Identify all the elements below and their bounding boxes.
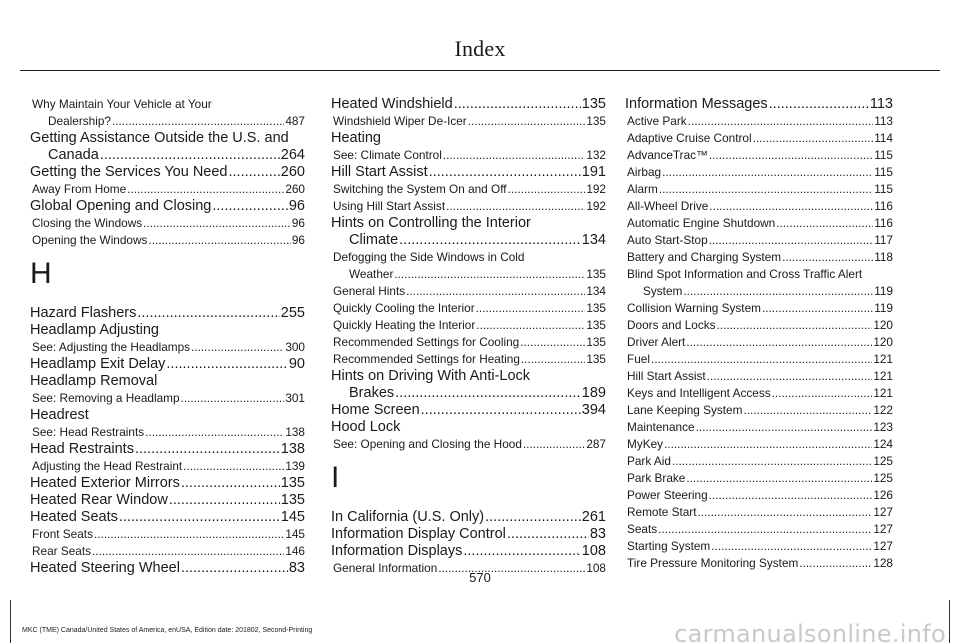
entry-title: See: Climate Control (333, 148, 442, 162)
index-entry-multiline[interactable] (30, 130, 305, 164)
edition-footer: MKC (TME) Canada/United States of America, enUSA, Edition date: 201802, Second-Printing (22, 627, 313, 634)
dot-leader (476, 317, 585, 334)
index-entry[interactable] (30, 113, 305, 130)
entry-title: In California (U.S. Only) (331, 509, 485, 525)
entry-page-number: 127 (873, 505, 893, 519)
entry-title: Away From Home (32, 182, 127, 196)
index-entry[interactable] (30, 232, 305, 249)
index-entry[interactable] (625, 436, 893, 453)
entry-page-number: 135 (280, 492, 305, 508)
entry-page-number: 132 (586, 148, 606, 162)
entry-page-number: 116 (874, 216, 893, 230)
index-entry[interactable] (331, 334, 606, 351)
dot-leader (717, 317, 873, 334)
index-entry[interactable] (625, 334, 893, 351)
entry-title: Active Park (627, 114, 687, 128)
dot-leader (709, 147, 873, 164)
index-entry[interactable] (625, 368, 893, 385)
dot-leader (709, 198, 873, 215)
index-entry[interactable] (331, 300, 606, 317)
entry-page-number: 135 (280, 475, 305, 491)
entry-title-line: Defogging the Side Windows in Cold (333, 250, 525, 264)
entry-title: General Hints (333, 284, 406, 298)
entry-page-number: 264 (280, 147, 305, 163)
entry-page-number: 90 (288, 356, 305, 372)
dot-leader (762, 300, 873, 317)
index-entry[interactable] (625, 164, 893, 181)
entry-title: Using Hill Start Assist (333, 199, 446, 213)
entry-page-number: 123 (873, 420, 893, 434)
entry-page-number: 135 (586, 267, 606, 281)
entry-title: Front Seats (32, 527, 93, 541)
entry-title: Park Aid (627, 454, 671, 468)
entry-page-number: 117 (874, 233, 893, 247)
entry-page-number: 394 (581, 402, 606, 418)
entry-title: Park Brake (627, 471, 686, 485)
entry-title: Information Displays (331, 543, 463, 559)
entry-title: Collision Warning System (627, 301, 761, 315)
entry-title: AdvanceTrac™ (627, 148, 708, 162)
entry-title: Alarm (627, 182, 658, 196)
entry-page-number: 125 (873, 471, 893, 485)
entry-title: Driver Alert (627, 335, 686, 349)
index-entry[interactable] (331, 351, 606, 368)
dot-leader (229, 164, 280, 181)
page-number: 570 (469, 570, 491, 585)
entry-page-number: 135 (586, 114, 606, 128)
index-entry[interactable] (30, 526, 305, 543)
index-entry[interactable] (625, 453, 893, 470)
entry-title: Hill Start Assist (331, 164, 428, 180)
entry-title: Airbag (627, 165, 662, 179)
index-entry[interactable] (625, 96, 893, 113)
entry-title: See: Adjusting the Headlamps (32, 340, 191, 354)
entry-page-number: 124 (873, 437, 893, 451)
index-entry[interactable] (30, 147, 305, 164)
entry-title: Closing the Windows (32, 216, 143, 230)
index-entry[interactable] (331, 232, 606, 249)
index-entry[interactable] (30, 198, 305, 215)
entry-title: Auto Start-Stop (627, 233, 708, 247)
entry-title-line: Hints on Driving With Anti-Lock (331, 368, 531, 384)
entry-title: Dealership? (48, 114, 111, 128)
entry-title: Recommended Settings for Cooling (333, 335, 520, 349)
entry-title: Starting System (627, 539, 711, 553)
entry-page-number: 260 (280, 164, 305, 180)
index-entry[interactable] (625, 181, 893, 198)
index-entry[interactable] (625, 470, 893, 487)
index-entry[interactable] (331, 266, 606, 283)
entry-title: Rear Seats (32, 544, 92, 558)
entry-page-number: 135 (586, 318, 606, 332)
dot-leader (399, 232, 581, 249)
dot-leader (476, 300, 586, 317)
entry-title: Opening the Windows (32, 233, 148, 247)
dot-leader (664, 436, 872, 453)
dot-leader (137, 305, 279, 322)
dot-leader (143, 215, 291, 232)
entry-title: Doors and Locks (627, 318, 716, 332)
dot-leader (191, 339, 284, 356)
entry-page-number: 138 (285, 425, 305, 439)
entry-title: Hill Start Assist (627, 369, 706, 383)
entry-title: Heated Exterior Mirrors (30, 475, 180, 491)
index-entry[interactable] (30, 181, 305, 198)
entry-page-number: 300 (285, 340, 305, 354)
entry-page-number: 114 (874, 131, 893, 145)
dot-leader (686, 334, 872, 351)
index-entry[interactable] (331, 402, 606, 419)
entry-page-number: 127 (873, 522, 893, 536)
dot-leader (688, 113, 874, 130)
dot-leader (181, 475, 280, 492)
index-section-letter: H (30, 257, 52, 290)
index-entry[interactable] (625, 300, 893, 317)
index-entry[interactable] (625, 130, 893, 147)
entry-title: All-Wheel Drive (627, 199, 709, 213)
index-section-letter: I (331, 461, 340, 494)
index-entry[interactable] (30, 215, 305, 232)
index-entry[interactable] (30, 441, 305, 458)
entry-title: Climate (349, 232, 399, 248)
index-entry[interactable] (30, 543, 305, 560)
entry-page-number: 192 (586, 199, 606, 213)
entry-title: Maintenance (627, 420, 695, 434)
entry-page-number: 116 (874, 199, 893, 213)
entry-page-number: 135 (586, 335, 606, 349)
entry-page-number: 189 (581, 385, 606, 401)
entry-title: Information Display Control (331, 526, 506, 542)
index-entry[interactable] (625, 419, 893, 436)
entry-page-number: 96 (291, 233, 305, 247)
dot-leader (148, 232, 290, 249)
entry-title: Windshield Wiper De-Icer (333, 114, 467, 128)
index-entry-multiline[interactable] (331, 368, 606, 402)
entry-page-number: 121 (873, 369, 893, 383)
entry-title: Fuel (627, 352, 650, 366)
entry-title: Keys and Intelligent Access (627, 386, 771, 400)
entry-page-number: 145 (285, 527, 305, 541)
entry-page-number: 119 (874, 284, 893, 298)
index-entry[interactable] (331, 317, 606, 334)
entry-page-number: 83 (288, 560, 305, 576)
entry-title: Quickly Heating the Interior (333, 318, 476, 332)
index-entry[interactable] (625, 198, 893, 215)
dot-leader (485, 509, 581, 526)
index-column-3 (625, 96, 893, 572)
index-entry[interactable] (625, 283, 893, 300)
index-entry[interactable] (625, 402, 893, 419)
dot-leader (395, 385, 581, 402)
dot-leader (709, 487, 873, 504)
entry-title: Battery and Charging System (627, 250, 782, 264)
entry-title: Seats (627, 522, 658, 536)
dot-leader (446, 198, 585, 215)
dot-leader (112, 113, 284, 130)
dot-leader (100, 147, 280, 164)
entry-page-number: 96 (288, 198, 305, 214)
entry-page-number: 135 (586, 352, 606, 366)
dot-leader (406, 283, 585, 300)
dot-leader (659, 181, 873, 198)
entry-title: Recommended Settings for Heating (333, 352, 520, 366)
entry-title: Automatic Engine Shutdown (627, 216, 776, 230)
entry-page-number: 108 (581, 543, 606, 559)
entry-page-number: 128 (873, 556, 893, 570)
entry-title: Adaptive Cruise Control (627, 131, 752, 145)
index-entry[interactable] (30, 305, 305, 322)
entry-title: See: Removing a Headlamp (32, 391, 180, 405)
dot-leader (782, 249, 873, 266)
index-entry-multiline[interactable] (625, 266, 893, 300)
page-title: Index (454, 36, 506, 61)
entry-page-number: 120 (873, 318, 893, 332)
entry-page-number: 146 (285, 544, 305, 558)
entry-page-number: 113 (869, 96, 893, 112)
index-entry[interactable] (625, 521, 893, 538)
entry-title: Tire Pressure Monitoring System (627, 556, 799, 570)
entry-page-number: 108 (586, 561, 606, 575)
entry-title: See: Head Restraints (32, 425, 145, 439)
entry-page-number: 191 (581, 164, 606, 180)
entry-page-number: 260 (285, 182, 305, 196)
index-entry[interactable] (625, 504, 893, 521)
entry-page-number: 115 (874, 148, 893, 162)
entry-page-number: 96 (291, 216, 305, 230)
dot-leader (672, 453, 872, 470)
dot-leader (181, 390, 285, 407)
entry-page-number: 122 (873, 403, 893, 417)
entry-page-number: 134 (581, 232, 606, 248)
index-entry[interactable] (30, 356, 305, 373)
dot-leader (651, 351, 872, 368)
index-entry-multiline[interactable] (331, 249, 606, 283)
index-entry[interactable] (625, 232, 893, 249)
entry-title: Headlamp Exit Delay (30, 356, 166, 372)
entry-title: Hazard Flashers (30, 305, 137, 321)
index-entry[interactable] (30, 492, 305, 509)
entry-page-number: 135 (586, 301, 606, 315)
dot-leader (169, 492, 280, 509)
index-heading[interactable]: Headrest (30, 407, 89, 423)
index-entry[interactable] (331, 113, 606, 130)
dot-leader (776, 215, 873, 232)
entry-title: Remote Start (627, 505, 697, 519)
entry-title: Home Screen (331, 402, 420, 418)
index-entry[interactable] (331, 96, 606, 113)
index-entry[interactable] (331, 147, 606, 164)
entry-page-number: 145 (280, 509, 305, 525)
index-entry[interactable] (30, 390, 305, 407)
index-entry[interactable] (625, 113, 893, 130)
entry-title: See: Opening and Closing the Hood (333, 437, 522, 451)
index-entry[interactable] (331, 181, 606, 198)
index-entry[interactable] (30, 424, 305, 441)
entry-page-number: 255 (280, 305, 305, 321)
index-column-1 (30, 96, 305, 577)
dot-leader (394, 266, 585, 283)
entry-page-number: 113 (874, 114, 893, 128)
entry-page-number: 139 (285, 459, 305, 473)
index-entry[interactable] (331, 283, 606, 300)
index-heading[interactable]: Headlamp Adjusting (30, 322, 159, 338)
entry-page-number: 83 (589, 526, 606, 542)
entry-title: Heated Rear Window (30, 492, 168, 508)
entry-title-line: Getting Assistance Outside the U.S. and (30, 130, 289, 146)
dot-leader (658, 521, 872, 538)
dot-leader (711, 538, 872, 555)
entry-title: Head Restraints (30, 441, 134, 457)
entry-title-line: Hints on Controlling the Interior (331, 215, 531, 231)
dot-leader (454, 96, 581, 113)
dot-leader (135, 441, 280, 458)
index-entry[interactable] (331, 385, 606, 402)
watermark: carmanualsonline.info (674, 620, 946, 643)
dot-leader (443, 147, 585, 164)
entry-title-line: Blind Spot Information and Cross Traffic Alert (627, 267, 863, 281)
dot-leader (520, 334, 585, 351)
entry-title: Lane Keeping System (627, 403, 743, 417)
entry-title: Adjusting the Head Restraint (32, 459, 183, 473)
dot-leader (166, 356, 287, 373)
index-entry[interactable] (625, 351, 893, 368)
dot-leader (753, 130, 874, 147)
index-entry[interactable] (30, 339, 305, 356)
dot-leader (698, 504, 873, 521)
entry-title: Switching the System On and Off (333, 182, 507, 196)
index-entry[interactable] (625, 249, 893, 266)
dot-leader (508, 181, 586, 198)
index-entry[interactable] (625, 487, 893, 504)
entry-page-number: 127 (873, 539, 893, 553)
entry-page-number: 287 (586, 437, 606, 451)
index-entry[interactable] (30, 458, 305, 475)
index-entry[interactable] (331, 526, 606, 543)
entry-title: Getting the Services You Need (30, 164, 228, 180)
dot-leader (683, 283, 873, 300)
entry-title: Brakes (349, 385, 395, 401)
dot-leader (662, 164, 873, 181)
index-entry[interactable] (331, 543, 606, 560)
entry-title-line: Why Maintain Your Vehicle at Your (32, 97, 212, 111)
index-entry-multiline[interactable] (30, 96, 305, 130)
dot-leader (468, 113, 586, 130)
entry-page-number: 121 (873, 352, 893, 366)
entry-page-number: 115 (874, 165, 893, 179)
entry-page-number: 134 (586, 284, 606, 298)
entry-title: Quickly Cooling the Interior (333, 301, 475, 315)
dot-leader (709, 232, 874, 249)
index-entry[interactable] (625, 385, 893, 402)
dot-leader (212, 198, 287, 215)
dot-leader (127, 181, 284, 198)
entry-page-number: 126 (873, 488, 893, 502)
dot-leader (523, 436, 585, 453)
index-entry[interactable] (30, 475, 305, 492)
entry-title: Canada (48, 147, 99, 163)
entry-title: Power Steering (627, 488, 708, 502)
dot-leader (145, 424, 284, 441)
dot-leader (743, 402, 872, 419)
entry-title: Weather (349, 267, 394, 281)
entry-title: Information Messages (625, 96, 768, 112)
entry-title: MyKey (627, 437, 664, 451)
index-entry[interactable] (331, 198, 606, 215)
index-entry[interactable] (625, 215, 893, 232)
index-column-2 (331, 96, 606, 577)
dot-leader (429, 164, 581, 181)
index-heading[interactable]: Heating (331, 130, 381, 146)
footer-crop-mark-right (949, 600, 950, 643)
index-entry[interactable] (30, 164, 305, 181)
entry-page-number: 121 (873, 386, 893, 400)
dot-leader (507, 526, 589, 543)
entry-title: System (643, 284, 683, 298)
dot-leader (421, 402, 581, 419)
footer-crop-mark-left (10, 600, 11, 643)
entry-title: Heated Windshield (331, 96, 453, 112)
index-entry[interactable] (625, 317, 893, 334)
dot-leader (707, 368, 873, 385)
entry-page-number: 261 (581, 509, 606, 525)
dot-leader (94, 526, 284, 543)
dot-leader (769, 96, 869, 113)
entry-page-number: 138 (280, 441, 305, 457)
entry-page-number: 120 (873, 335, 893, 349)
entry-page-number: 487 (285, 114, 305, 128)
entry-title: Global Opening and Closing (30, 198, 212, 214)
dot-leader (119, 509, 280, 526)
index-entry[interactable] (625, 147, 893, 164)
dot-leader (463, 543, 580, 560)
index-entry-multiline[interactable] (331, 215, 606, 249)
entry-page-number: 115 (874, 182, 893, 196)
dot-leader (92, 543, 284, 560)
entry-page-number: 135 (581, 96, 606, 112)
index-entry[interactable] (331, 164, 606, 181)
entry-page-number: 301 (285, 391, 305, 405)
header-divider (20, 70, 940, 71)
dot-leader (686, 470, 872, 487)
entry-title: Heated Steering Wheel (30, 560, 180, 576)
entry-page-number: 125 (873, 454, 893, 468)
index-entry[interactable] (331, 509, 606, 526)
dot-leader (696, 419, 873, 436)
entry-page-number: 119 (874, 301, 893, 315)
entry-title: Heated Seats (30, 509, 118, 525)
index-heading[interactable]: Hood Lock (331, 419, 401, 435)
index-entry[interactable] (625, 538, 893, 555)
index-entry[interactable] (331, 436, 606, 453)
dot-leader (183, 458, 284, 475)
entry-page-number: 192 (586, 182, 606, 196)
index-entry[interactable] (30, 509, 305, 526)
index-heading[interactable]: Headlamp Removal (30, 373, 158, 389)
entry-page-number: 118 (874, 250, 893, 264)
dot-leader (772, 385, 873, 402)
entry-title: General Information (333, 561, 438, 575)
dot-leader (521, 351, 585, 368)
